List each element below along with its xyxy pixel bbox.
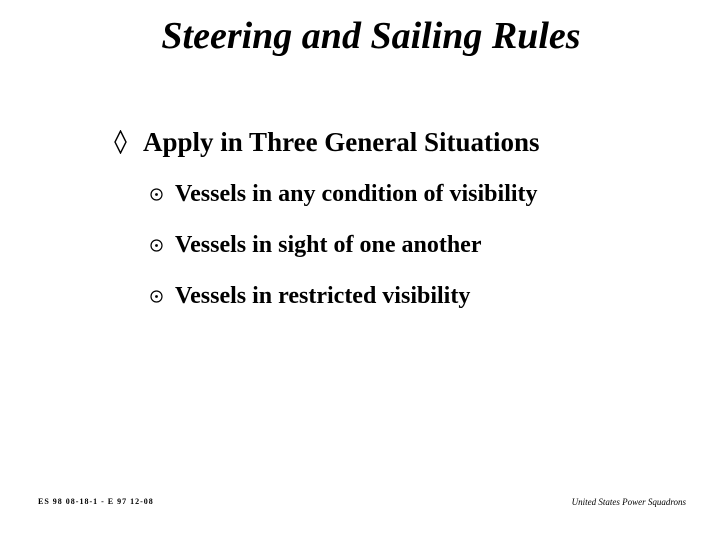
- main-bullet-text: Apply in Three General Situations: [143, 126, 540, 157]
- main-bullet: [114, 122, 540, 162]
- circled-dot-icon: [150, 188, 163, 201]
- sub-bullet-in-sight: [150, 228, 481, 262]
- slide-title: Steering and Sailing Rules: [161, 15, 581, 57]
- sub-bullet-any-visibility: [150, 177, 538, 211]
- footer-code: ES 98 08-18-1 - E 97 12-08: [38, 497, 154, 506]
- sub-bullet-restricted-visibility: [150, 279, 470, 313]
- diamond-outline-icon: [114, 130, 127, 154]
- circled-dot-icon: [150, 290, 163, 303]
- circled-dot-icon: [150, 239, 163, 252]
- sub-bullet-text: Vessels in restricted visibility: [175, 282, 471, 309]
- sub-bullet-text: Vessels in sight of one another: [175, 231, 482, 258]
- footer-organization: United States Power Squadrons: [571, 497, 686, 507]
- sub-bullet-text: Vessels in any condition of visibility: [175, 180, 538, 207]
